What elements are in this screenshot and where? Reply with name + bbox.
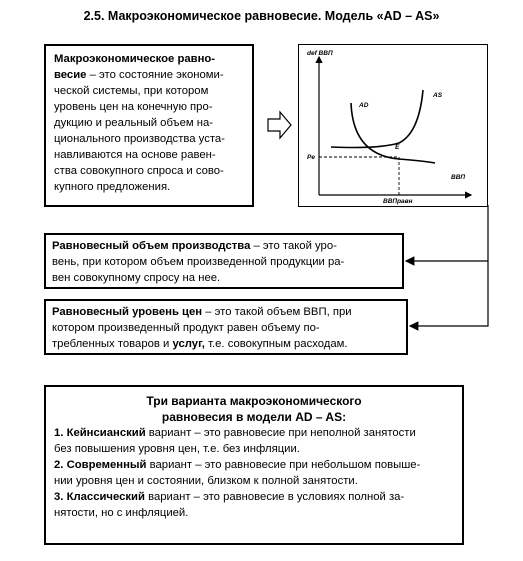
volume-text-1: – это такой уро- [250, 240, 337, 252]
connector-to-price [410, 261, 488, 326]
volume-term: Равновесный объем производства [52, 240, 251, 252]
block-arrow [268, 112, 291, 138]
definition-line: навливаются на основе равен- [54, 149, 216, 161]
variant-2-text-2: нии уровня цен и состоянии, близком к полной занятости. [54, 475, 358, 487]
price-text-2: котором произведенный продукт равен объему по- [52, 322, 320, 334]
definition-line: ства совокупного спроса и сово- [54, 165, 224, 177]
variants-box [44, 385, 464, 545]
definition-line: ческой системы, при котором [54, 85, 209, 97]
price-text-1: – это такой объем ВВП, при [202, 306, 352, 318]
definition-line: купного предложения. [54, 181, 171, 193]
variant-2-term: Современный [66, 459, 147, 471]
y-axis-label: def ВВП [307, 50, 333, 57]
ad-as-graph-box [298, 44, 488, 207]
equilibrium-point-label: E [395, 144, 400, 151]
volume-text-3: вен совокупному спросу на нее. [52, 272, 221, 284]
variant-1-number: 1. [54, 427, 67, 439]
equilibrium-price-label: Pe [307, 154, 315, 161]
variant-2-text: вариант – это равновесие при небольшом повыше- [146, 459, 421, 471]
equilibrium-volume-box [44, 233, 404, 289]
ad-as-graph [299, 45, 489, 208]
definition-term-part2: весие [54, 69, 87, 81]
price-term: Равновесный уровень цен [52, 306, 203, 318]
price-text-3-bold: услуг, [172, 338, 205, 350]
variant-1-text-2: без повышения уровня цен, т.е. без инфляции. [54, 443, 300, 455]
x-axis-label: ВВП [451, 174, 466, 181]
definition-line: дукцию и реальный объем на- [54, 117, 214, 129]
as-curve [331, 90, 423, 148]
ad-label: AD [359, 102, 369, 109]
variant-1-term: Кейнсианский [66, 427, 146, 439]
variant-3-term: Классический [66, 491, 145, 503]
variants-title-2: равновесия в модели AD – AS: [161, 410, 347, 424]
ad-curve [351, 103, 435, 163]
page-title: 2.5. Макроэкономическое равновесие. Модель «AD – AS» [83, 9, 440, 23]
variant-3-text-2: нятости, но с инфляцией. [54, 507, 189, 519]
price-text-3a: требленных товаров и [52, 338, 173, 350]
as-label: AS [433, 92, 443, 99]
variant-3-number: 3. [54, 491, 67, 503]
definition-line: ционального производства уста- [54, 133, 225, 145]
price-text-3b: т.е. совокупным расходам. [204, 338, 348, 350]
definition-term-part1: Макроэкономическое равно- [54, 53, 216, 65]
equilibrium-gdp-label: ВВПравн [383, 198, 413, 205]
equilibrium-price-box [44, 299, 408, 355]
variant-1-text: вариант – это равновесие при неполной занятости [145, 427, 416, 439]
definition-text-start: – это состояние экономи- [86, 69, 224, 81]
definition-box [44, 44, 254, 207]
volume-text-2: вень, при котором объем произведенной продукции ра- [52, 256, 345, 268]
definition-line: уровень цен на конечную про- [54, 101, 213, 113]
variant-3-text: вариант – это равновесие в условиях полной за- [144, 491, 405, 503]
variant-2-number: 2. [54, 459, 67, 471]
variants-title-1: Три варианта макроэкономического [146, 394, 362, 408]
connector-to-volume [406, 205, 488, 261]
